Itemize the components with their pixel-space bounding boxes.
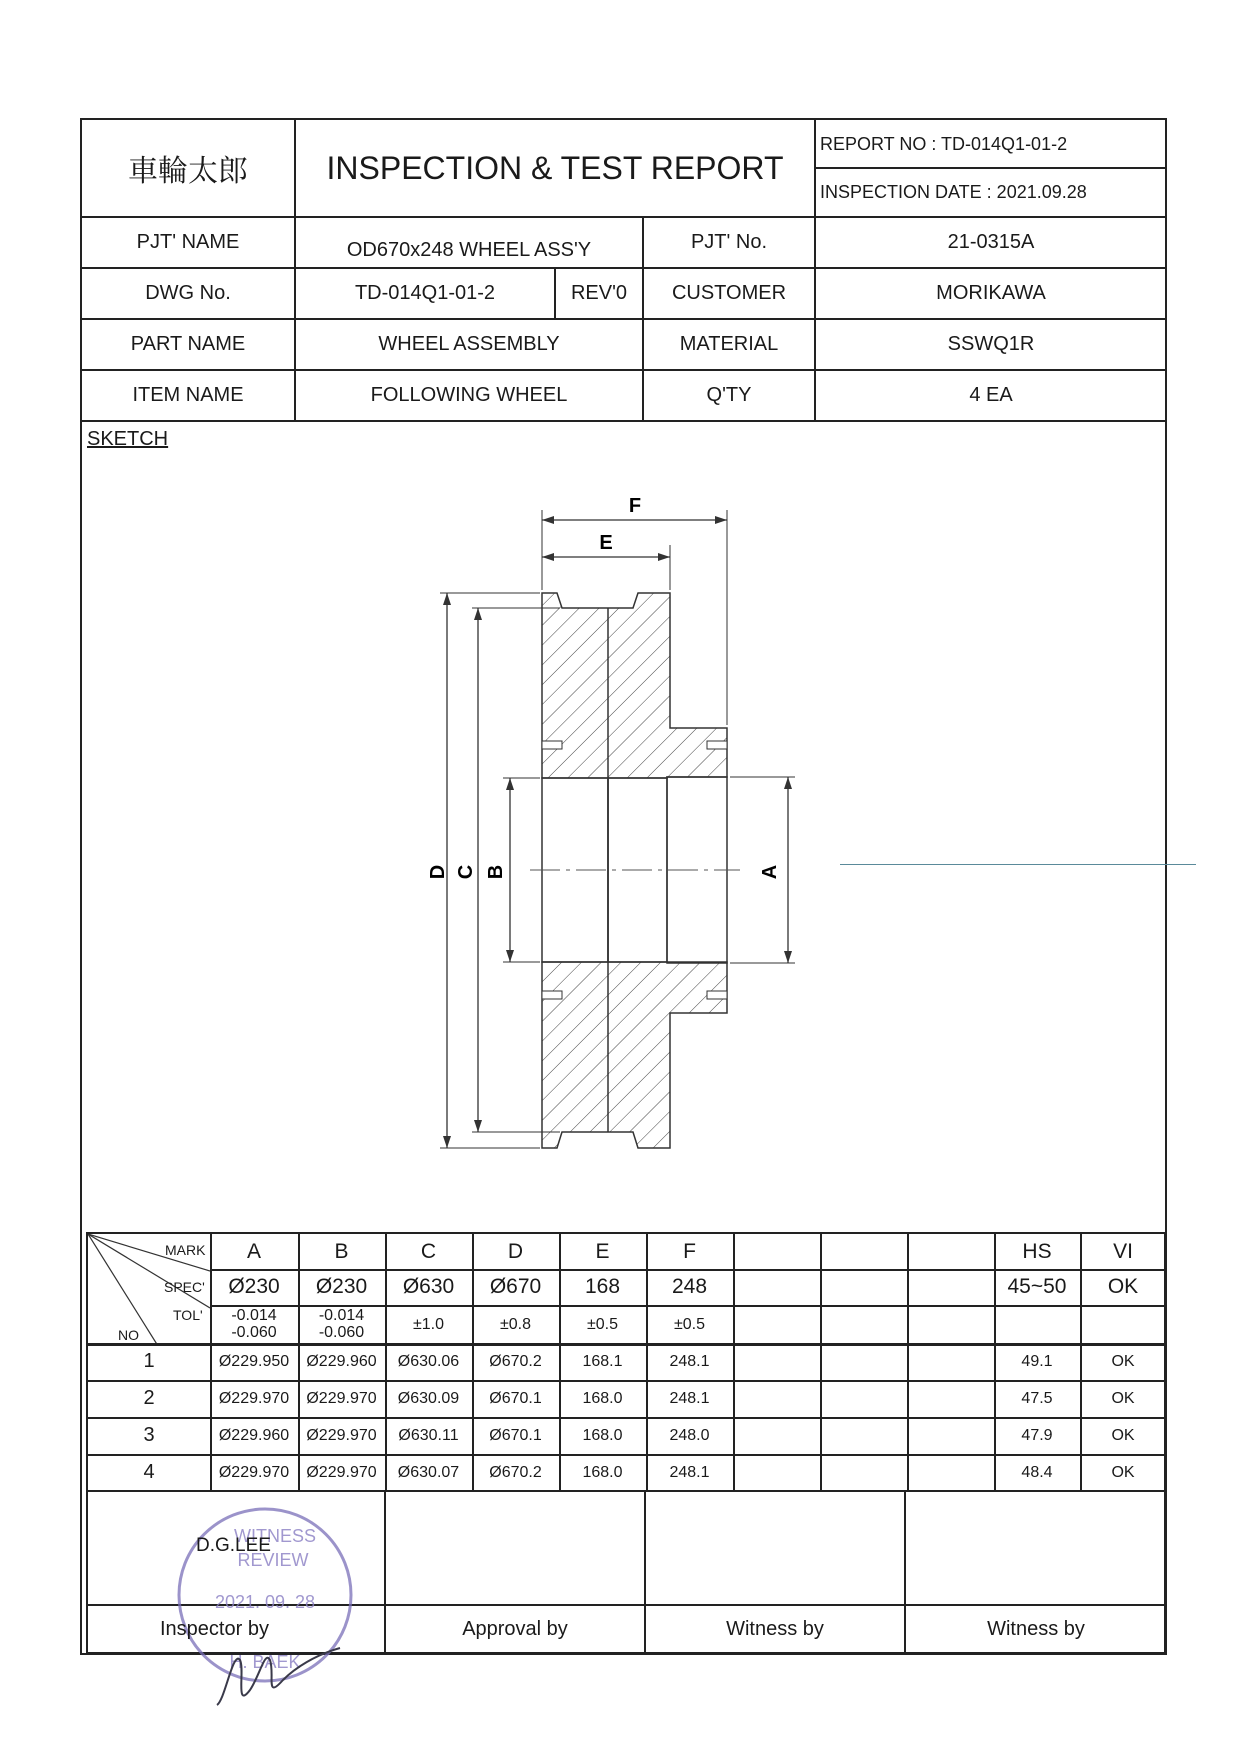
measured-value bbox=[907, 1380, 994, 1417]
dim-a-label: A bbox=[759, 864, 781, 880]
pjt-no-label: PJT' No. bbox=[690, 231, 768, 253]
rev-value: REV'0 bbox=[570, 282, 628, 304]
report-number: REPORT NO : TD-014Q1-01-2 bbox=[820, 133, 1068, 154]
measured-value bbox=[733, 1454, 820, 1491]
tol-line: -0.014 bbox=[231, 1307, 277, 1324]
row-number: 4 bbox=[143, 1461, 155, 1483]
tol-value bbox=[820, 1305, 907, 1343]
dim-f-label: F bbox=[628, 495, 642, 517]
material-label: MATERIAL bbox=[679, 333, 779, 355]
witness-label-2: Witness by bbox=[987, 1617, 1085, 1640]
measured-value bbox=[733, 1417, 820, 1454]
tol-value bbox=[298, 1305, 385, 1343]
spec-value: Ø670 bbox=[489, 1275, 542, 1298]
spec-value: Ø630 bbox=[402, 1275, 455, 1298]
qty-value: 4 EA bbox=[969, 384, 1013, 406]
mark-col-header bbox=[907, 1234, 994, 1269]
measured-value: Ø630.06 bbox=[397, 1352, 460, 1370]
pjt-name-label: PJT' NAME bbox=[136, 231, 240, 253]
tol-value bbox=[733, 1305, 820, 1343]
item-name-label: ITEM NAME bbox=[132, 384, 244, 406]
spec-value: 248 bbox=[671, 1275, 708, 1298]
tol-value bbox=[385, 1305, 472, 1343]
measured-value bbox=[907, 1417, 994, 1454]
tol-value bbox=[907, 1305, 994, 1343]
measured-value: 47.5 bbox=[1021, 1389, 1053, 1407]
measured-value bbox=[907, 1343, 994, 1380]
spec-label: SPEC' bbox=[164, 1279, 205, 1295]
measured-value: OK bbox=[1111, 1426, 1135, 1444]
mark-col-header: C bbox=[420, 1239, 437, 1263]
tol-line: ±0.5 bbox=[586, 1315, 619, 1333]
mark-col-header bbox=[820, 1234, 907, 1269]
row-number: 2 bbox=[143, 1387, 155, 1409]
item-name-value: FOLLOWING WHEEL bbox=[370, 384, 568, 406]
tol-value bbox=[559, 1305, 646, 1343]
inspector-label: Inspector by bbox=[160, 1617, 269, 1640]
measured-value: 49.1 bbox=[1021, 1352, 1053, 1370]
spec-value: 168 bbox=[584, 1275, 621, 1298]
mark-col-header: E bbox=[595, 1239, 610, 1263]
measured-value: Ø229.960 bbox=[306, 1352, 377, 1370]
measured-value: 168.1 bbox=[582, 1352, 623, 1370]
tol-label: TOL' bbox=[173, 1307, 203, 1323]
tol-value bbox=[472, 1305, 559, 1343]
measured-value bbox=[733, 1343, 820, 1380]
material-value: SSWQ1R bbox=[947, 333, 1035, 355]
spec-value bbox=[733, 1269, 820, 1305]
mark-col-header: A bbox=[246, 1239, 261, 1263]
stamp-text-mid: REVIEW bbox=[237, 1550, 309, 1570]
measured-value: OK bbox=[1111, 1463, 1135, 1481]
measured-value bbox=[820, 1380, 907, 1417]
dim-b-label: B bbox=[485, 864, 507, 880]
measured-value: Ø670.1 bbox=[489, 1426, 542, 1444]
mark-col-header: F bbox=[683, 1239, 696, 1263]
measured-value: Ø229.960 bbox=[218, 1426, 290, 1444]
no-label: NO bbox=[118, 1327, 139, 1343]
mark-label: MARK bbox=[165, 1242, 206, 1258]
scan-artifact-line bbox=[840, 864, 1196, 865]
company-name: 車輪太郎 bbox=[128, 154, 248, 189]
approval-label: Approval by bbox=[462, 1617, 568, 1640]
witness-label-1: Witness by bbox=[726, 1617, 824, 1640]
measured-value: Ø630.11 bbox=[398, 1426, 459, 1444]
mark-col-header: VI bbox=[1113, 1239, 1133, 1263]
measured-value: 47.9 bbox=[1021, 1426, 1053, 1444]
measured-value: Ø229.970 bbox=[218, 1389, 290, 1407]
spec-value: OK bbox=[1107, 1275, 1139, 1298]
measured-value: Ø229.950 bbox=[218, 1352, 290, 1370]
sketch-label: SKETCH bbox=[87, 428, 169, 450]
pjt-name-value: OD670x248 WHEEL ASS'Y bbox=[346, 239, 592, 261]
tol-value bbox=[994, 1305, 1080, 1343]
measured-value bbox=[907, 1454, 994, 1491]
measured-value bbox=[820, 1343, 907, 1380]
mark-col-header bbox=[733, 1234, 820, 1269]
measured-value bbox=[820, 1454, 907, 1491]
tol-line: ±0.5 bbox=[673, 1315, 706, 1333]
inspection-date: INSPECTION DATE : 2021.09.28 bbox=[820, 182, 1087, 202]
tol-value bbox=[1080, 1305, 1166, 1343]
measured-value bbox=[820, 1417, 907, 1454]
mark-col-header: D bbox=[507, 1239, 524, 1263]
tol-line: ±1.0 bbox=[412, 1315, 445, 1333]
report-title: INSPECTION & TEST REPORT bbox=[326, 149, 784, 186]
measured-value: 168.0 bbox=[582, 1463, 623, 1481]
tol-value bbox=[646, 1305, 733, 1343]
dwg-no-value: TD-014Q1-01-2 bbox=[354, 282, 496, 304]
dim-d-label: D bbox=[427, 864, 449, 880]
part-name-label: PART NAME bbox=[130, 333, 246, 355]
spec-value bbox=[907, 1269, 994, 1305]
customer-label: CUSTOMER bbox=[671, 282, 787, 304]
measured-value: OK bbox=[1111, 1389, 1135, 1407]
qty-label: Q'TY bbox=[706, 384, 752, 406]
stamp-name: H. BAEK bbox=[229, 1652, 301, 1672]
measured-value: Ø229.970 bbox=[218, 1463, 290, 1481]
measured-value: Ø670.2 bbox=[489, 1463, 542, 1481]
row-number: 3 bbox=[143, 1424, 155, 1446]
stamp-date: 2021. 09. 28 bbox=[214, 1592, 316, 1612]
spec-value bbox=[820, 1269, 907, 1305]
measured-value: Ø229.970 bbox=[306, 1463, 377, 1481]
customer-value: MORIKAWA bbox=[936, 282, 1046, 304]
pjt-no-value: 21-0315A bbox=[947, 231, 1035, 253]
tol-line: -0.060 bbox=[318, 1324, 365, 1341]
measured-value: 48.4 bbox=[1021, 1463, 1053, 1481]
measured-value: 168.0 bbox=[582, 1389, 623, 1407]
measured-value bbox=[733, 1380, 820, 1417]
inspector-name: D.G.LEE bbox=[196, 1535, 271, 1556]
measured-value: 248.1 bbox=[669, 1352, 710, 1370]
measured-value: 248.0 bbox=[669, 1426, 710, 1444]
dim-c-label: C bbox=[455, 864, 477, 880]
spec-value: 45~50 bbox=[1007, 1275, 1067, 1298]
measured-value: 168.0 bbox=[582, 1426, 623, 1444]
row-number: 1 bbox=[143, 1350, 155, 1372]
tol-line: -0.014 bbox=[318, 1307, 365, 1324]
spec-value: Ø230 bbox=[315, 1275, 368, 1298]
measured-value: Ø630.07 bbox=[397, 1463, 460, 1481]
part-name-value: WHEEL ASSEMBLY bbox=[378, 333, 560, 355]
measured-value: 248.1 bbox=[669, 1463, 710, 1481]
mark-col-header: HS bbox=[1022, 1239, 1052, 1263]
measured-value: Ø670.2 bbox=[489, 1352, 542, 1370]
tol-line: -0.060 bbox=[231, 1324, 277, 1341]
mark-col-header: B bbox=[334, 1239, 349, 1263]
dwg-no-label: DWG No. bbox=[145, 282, 231, 304]
measured-value: Ø229.970 bbox=[306, 1389, 377, 1407]
wheel-cross-section-drawing bbox=[400, 490, 800, 1180]
tol-line: ±0.8 bbox=[499, 1315, 532, 1333]
stamp-text-top: WITNESS bbox=[233, 1526, 317, 1546]
measured-value: 248.1 bbox=[669, 1389, 710, 1407]
dim-e-label: E bbox=[599, 532, 613, 554]
tol-value bbox=[210, 1305, 298, 1343]
measured-value: Ø229.970 bbox=[306, 1426, 377, 1444]
measured-value: OK bbox=[1111, 1352, 1135, 1370]
measured-value: Ø670.1 bbox=[489, 1389, 542, 1407]
spec-value: Ø230 bbox=[228, 1275, 280, 1298]
measured-value: Ø630.09 bbox=[397, 1389, 460, 1407]
